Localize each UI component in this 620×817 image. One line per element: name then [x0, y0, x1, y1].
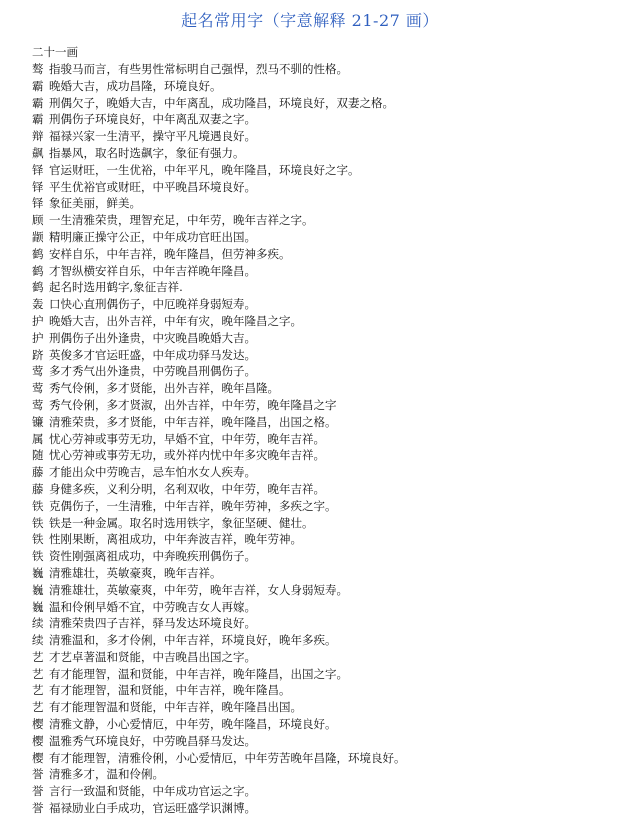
entry-character: 顾	[32, 213, 44, 228]
list-item	[32, 195, 612, 212]
list-item	[32, 145, 612, 162]
entry-character: 鹤	[32, 246, 44, 261]
list-item	[32, 212, 612, 229]
entry-meaning: 清雅雄壮，英敏豪爽，晚年吉祥。	[49, 565, 222, 580]
entry-character: 铁	[32, 515, 44, 530]
entry-character: 续	[32, 633, 44, 648]
list-item	[32, 599, 612, 616]
list-item	[32, 279, 612, 296]
entry-meaning: 才能出众中劳晚吉，忌车怕水女人疾寿。	[49, 465, 256, 480]
entry-character: 鹤	[32, 280, 44, 295]
entry-character: 樱	[32, 750, 44, 765]
list-item	[32, 548, 612, 565]
entry-meaning: 口快心直刑偶伤子，中厄晚祥身弱短寿。	[49, 297, 256, 312]
list-item	[32, 263, 612, 280]
entry-character: 颛	[32, 229, 44, 244]
entry-meaning: 平生优裕官或财旺，中平晚昌环境良好。	[49, 179, 256, 194]
entry-meaning: 忧心劳神或事劳无功，早婚不宜，中年劳，晚年吉祥。	[49, 431, 325, 446]
list-item	[32, 733, 612, 750]
entry-character: 铎	[32, 179, 44, 194]
list-item	[32, 162, 612, 179]
entry-character: 霸	[32, 112, 44, 127]
entry-meaning: 清雅荣贵，多才贤能，中年吉祥，晚年隆昌，出国之格。	[49, 414, 337, 429]
list-item	[32, 582, 612, 599]
list-item	[32, 111, 612, 128]
entry-character: 镰	[32, 414, 44, 429]
entry-character: 艺	[32, 666, 44, 681]
entry-character: 艺	[32, 683, 44, 698]
entry-meaning: 克偶伤子，一生清雅，中年吉祥，晚年劳神，多疾之字。	[49, 498, 337, 513]
list-item	[32, 330, 612, 347]
entry-character: 飙	[32, 145, 44, 160]
entry-meaning: 有才能理智温和贤能，中年吉祥，晚年隆昌出国。	[49, 700, 302, 715]
entry-character: 铎	[32, 196, 44, 211]
entry-meaning: 温雅秀气环境良好，中劳晚昌驿马发达。	[49, 733, 256, 748]
list-item	[32, 431, 612, 448]
list-item	[32, 531, 612, 548]
entry-character: 鹤	[32, 263, 44, 278]
list-item	[32, 61, 612, 78]
entry-meaning: 秀气伶俐，多才贤能，出外吉祥，晚年昌隆。	[49, 381, 279, 396]
section-heading: 二十一画	[32, 45, 78, 59]
entry-meaning: 铁是一种金属。取名时选用铁字，象征坚硬、健壮。	[49, 515, 314, 530]
entry-meaning: 清雅荣贵四子吉祥，驿马发达环境良好。	[49, 616, 256, 631]
entry-meaning: 福禄兴家一生清平，操守平凡境遇良好。	[49, 129, 256, 144]
list-item	[32, 380, 612, 397]
entry-meaning: 温和伶俐早婚不宜，中劳晚吉女人再嫁。	[49, 599, 256, 614]
entry-character: 樱	[32, 733, 44, 748]
list-item	[32, 447, 612, 464]
entry-meaning: 起名时选用鹤字,象征吉祥.	[49, 280, 183, 295]
entry-meaning: 晚婚大吉，成功昌隆，环境良好。	[49, 78, 222, 93]
list-item	[32, 565, 612, 582]
entry-meaning: 秀气伶俐，多才贤淑，出外吉祥，中年劳，晚年隆昌之字	[49, 397, 337, 412]
entry-character: 莺	[32, 364, 44, 379]
entry-character: 骜	[32, 62, 44, 76]
list-item	[32, 464, 612, 481]
entry-character: 藤	[32, 481, 44, 496]
entry-meaning: 身健多疾，义利分明，名利双收，中年劳，晚年吉祥。	[49, 481, 325, 496]
list-item	[32, 179, 612, 196]
entry-character: 藤	[32, 465, 44, 480]
entry-meaning: 清雅文静，小心爱情厄，中年劳，晚年隆昌，环境良好。	[49, 717, 337, 732]
list-item	[32, 682, 612, 699]
entry-character: 续	[32, 616, 44, 631]
entry-meaning: 资性刚强离祖成功，中奔晚疾刑偶伤子。	[49, 549, 256, 564]
entry-meaning: 刑偶欠子，晚婚大吉，中年离乱，成功隆昌，环境良好，双妻之格。	[49, 95, 394, 110]
list-item	[32, 229, 612, 246]
list-item	[32, 750, 612, 767]
list-item	[32, 515, 612, 532]
list-item	[32, 246, 612, 263]
list-item	[32, 347, 612, 364]
entry-character: 巍	[32, 565, 44, 580]
entry-character: 莺	[32, 381, 44, 396]
entry-meaning: 象征美丽，鲜美。	[49, 196, 141, 211]
entry-meaning: 精明廉正操守公正，中年成功官旺出国。	[49, 229, 256, 244]
list-item	[32, 296, 612, 313]
entry-meaning: 清雅雄壮，英敏豪爽，中年劳，晚年吉祥，女人身弱短寿。	[49, 582, 348, 597]
entry-character: 巍	[32, 582, 44, 597]
list-item	[32, 363, 612, 380]
entry-character: 铁	[32, 532, 44, 547]
entry-character: 随	[32, 448, 44, 463]
entry-character: 莺	[32, 397, 44, 412]
entry-meaning: 福禄励业白手成功，官运旺盛学识渊博。	[49, 801, 256, 816]
list-item	[32, 666, 612, 683]
list-item	[32, 716, 612, 733]
entry-meaning: 指骏马而言，有些男性常标明自己强悍，烈马不驯的性格。	[49, 62, 348, 76]
entry-character: 樱	[32, 717, 44, 732]
list-item	[32, 766, 612, 783]
entry-meaning: 性刚果断，离祖成功，中年奔波吉祥，晚年劳神。	[49, 532, 302, 547]
list-item	[32, 95, 612, 112]
entry-character: 铁	[32, 549, 44, 564]
entry-character: 誉	[32, 767, 44, 782]
entry-meaning: 一生清雅荣贵，理智充足，中年劳，晚年吉祥之字。	[49, 213, 314, 228]
entry-meaning: 清雅多才，温和伶俐。	[49, 767, 164, 782]
entry-character: 护	[32, 313, 44, 328]
entry-character: 辩	[32, 129, 44, 144]
list-item	[32, 397, 612, 414]
list-item	[32, 313, 612, 330]
entry-character: 霸	[32, 95, 44, 110]
entry-meaning: 有才能理智，温和贤能，中年吉祥，晚年隆昌，出国之字。	[49, 666, 348, 681]
entry-character: 霸	[32, 78, 44, 93]
list-item	[32, 414, 612, 431]
entry-character: 誉	[32, 801, 44, 816]
entry-meaning: 有才能理智，清雅伶俐，小心爱情厄，中年劳苦晚年昌隆，环境良好。	[49, 750, 406, 765]
entry-meaning: 英俊多才官运旺盛，中年成功驿马发达。	[49, 347, 256, 362]
entry-character: 艺	[32, 649, 44, 664]
list-item	[32, 615, 612, 632]
list-item	[32, 498, 612, 515]
list-item	[32, 800, 612, 817]
page-title: 起名常用字（字意解释 21-27 画）	[181, 11, 439, 30]
list-item	[32, 699, 612, 716]
entry-meaning: 指暴风，取名时选飙字，象征有强力。	[49, 145, 245, 160]
entry-list	[32, 61, 612, 817]
entry-meaning: 官运财旺，一生优裕，中年平凡，晚年隆昌，环境良好之字。	[49, 162, 360, 177]
entry-character: 铎	[32, 162, 44, 177]
entry-meaning: 晚婚大吉，出外吉祥，中年有灾，晚年隆昌之字。	[49, 313, 302, 328]
entry-character: 属	[32, 431, 44, 446]
entry-character: 艺	[32, 700, 44, 715]
entry-meaning: 言行一致温和贤能，中年成功官运之字。	[49, 784, 256, 799]
list-item	[32, 783, 612, 800]
list-item	[32, 78, 612, 95]
entry-character: 誉	[32, 784, 44, 799]
entry-meaning: 有才能理智，温和贤能，中年吉祥，晚年隆昌。	[49, 683, 291, 698]
list-item	[32, 481, 612, 498]
entry-meaning: 才艺卓著温和贤能，中吉晚昌出国之字。	[49, 649, 256, 664]
entry-meaning: 清雅温和，多才伶俐，中年吉祥，环境良好，晚年多疾。	[49, 633, 337, 648]
entry-character: 铁	[32, 498, 44, 513]
entry-meaning: 才智纵横安祥自乐，中年吉祥晚年隆昌。	[49, 263, 256, 278]
list-item	[32, 128, 612, 145]
entry-character: 护	[32, 330, 44, 345]
entry-character: 轰	[32, 297, 44, 312]
entry-character: 跻	[32, 347, 44, 362]
entry-meaning: 安样自乐，中年吉祥，晚年隆昌，但劳神多疾。	[49, 246, 291, 261]
entry-meaning: 忧心劳神或事劳无功，或外祥内忧中年多灾晚年吉祥。	[49, 448, 325, 463]
list-item	[32, 649, 612, 666]
entry-character: 巍	[32, 599, 44, 614]
entry-meaning: 刑偶伤子出外逢贵，中灾晚昌晚婚大吉。	[49, 330, 256, 345]
entry-meaning: 刑偶伤子环境良好，中年离乱双妻之字。	[49, 112, 256, 127]
list-item	[32, 632, 612, 649]
entry-meaning: 多才秀气出外逢贵，中劳晚昌刑偶伤子。	[49, 364, 256, 379]
